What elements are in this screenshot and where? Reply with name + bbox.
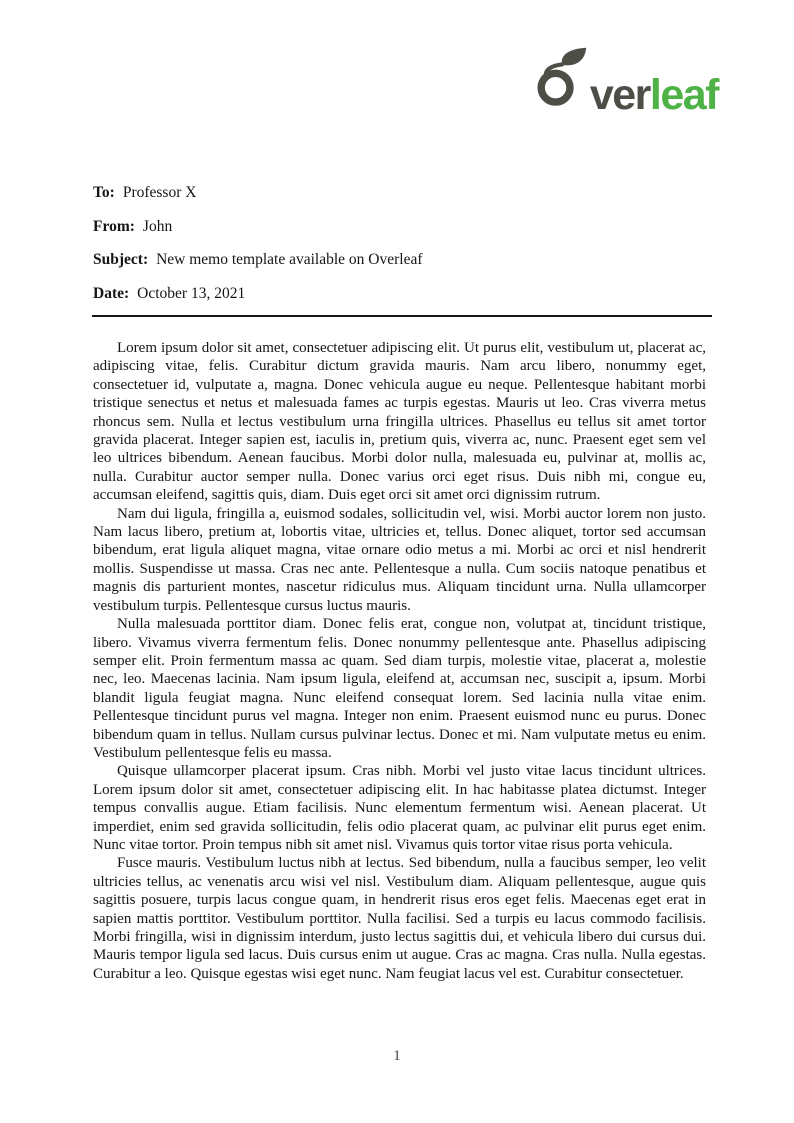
from-value: John — [142, 217, 173, 235]
memo-body — [93, 339, 706, 983]
divider-rule — [92, 315, 712, 317]
paragraph-2: Nam dui ligula, fringilla a, euismod sodales, sollicitudin vel, wisi. Morbi auctor lorem non justo. Nam lacus libero, pretium at, lobortis vitae, ultricies et, tellus. Donec aliquet, tortor sed accumsan bibendum, erat ligula aliquet magna, vitae ornare odio metus a mi. Morbi ac orci et nisl hendrerit mollis. Suspendisse ut massa. Cras nec ante. Pellentesque a nulla. Cum sociis natoque penatibus et magnis dis parturient montes, nascetur ridiculus mus. Aliquam tincidunt urna. Nulla ullamcorper vestibulum turpis. Pellentesque cursus luctus mauris. — [93, 505, 706, 614]
subject-value: New memo template available on Overleaf — [156, 251, 423, 268]
date-label: Date: — [93, 284, 130, 302]
logo-text-over: ver — [589, 71, 650, 119]
memo-header — [93, 184, 423, 318]
field-row-from — [93, 218, 423, 237]
date-value: October 13, 2021 — [137, 284, 246, 302]
from-label: From: — [93, 217, 135, 235]
field-row-subject — [93, 251, 423, 270]
paragraph-4: Quisque ullamcorper placerat ipsum. Cras nibh. Morbi vel justo vitae lacus tincidunt ultrices. Lorem ipsum dolor sit amet, consectetuer adipiscing elit. In hac habitasse platea dictumst. Integer tempus convallis augue. Etiam facilisis. Nunc elementum fermentum wisi. Aenean placerat. Ut imperdiet, enim sed gravida sollicitudin, felis odio placerat quam, ac pulvinar elit purus eget enim. Nunc vitae tortor. Proin tempus nibh sit amet nisl. Vivamus quis tortor vitae risus porta vehicula. — [93, 763, 706, 853]
paragraph-5: Fusce mauris. Vestibulum luctus nibh at lectus. Sed bibendum, nulla a faucibus semper, leo velit ultricies tellus, ac venenatis arcu wisi vel nisl. Vestibulum diam. Aliquam pellentesque, augue quis sagittis posuere, turpis lacus congue quam, in hendrerit risus eros eget felis. Maecenas eget erat in sapien mattis porttitor. Vestibulum porttitor. Nulla facilisi. Sed a turpis eu lacus commodo facilisis. Morbi fringilla, wisi in dignissim interdum, justo lectus sagittis dui, et vehicula libero dui cursus dui. Mauris tempor ligula sed lacus. Duis cursus enim ut augue. Cras ac magna. Cras nulla. Nulla egestas. Curabitur a leo. Quisque egestas wisi eget nunc. Nam feugiat lacus vel est. Curabitur consectetuer. — [93, 855, 706, 982]
to-label: To: — [93, 184, 115, 201]
paragraph-1: Lorem ipsum dolor sit amet, consectetuer adipiscing elit. Ut purus elit, vestibulum ut, placerat ac, adipiscing vitae, felis. Curabitur dictum gravida mauris. Nam arcu libero, nonummy eget, consectetuer id, vulputate a, magna. Donec vehicula augue eu neque. Pellentesque habitant morbi tristique senectus et netus et malesuada fames ac turpis egestas. Mauris ut leo. Cras viverra metus rhoncus sem. Nulla et lectus vestibulum urna fringilla ultrices. Phasellus eu tellus sit amet tortor gravida placerat. Integer sapien est, iaculis in, pretium quis, viverra ac, nunc. Praesent eget sem vel leo ultrices bibendum. Aenean faucibus. Morbi dolor nulla, malesuada eu, pulvinar at, mollis ac, nulla. Curabitur auctor semper nulla. Donec varius orci eget risus. Duis nibh mi, congue eu, accumsan eleifend, sagittis quis, diam. Duis eget orci sit amet orci dignissim rutrum. — [93, 340, 706, 504]
overleaf-o-leaf-icon — [537, 45, 589, 109]
field-row-to — [93, 184, 423, 203]
paragraph-3: Nulla malesuada porttitor diam. Donec felis erat, congue non, volutpat at, tincidunt tristique, libero. Vivamus viverra fermentum felis. Donec nonummy pellentesque ante. Phasellus adipiscing semper elit. Proin fermentum massa ac quam. Sed diam turpis, molestie vitae, placerat a, molestie nec, leo. Maecenas lacinia. Nam ipsum ligula, eleifend at, accumsan nec, suscipit a, ipsum. Morbi blandit ligula feugiat magna. Nunc eleifend consequat lorem. Sed lacinia nulla vitae enim. Pellentesque tincidunt purus vel magna. Integer non enim. Praesent euismod nunc eu purus. Donec bibendum quam in tellus. Nullam cursus pulvinar lectus. Donec et mi. Nam vulputate metus eu enim. Vestibulum pellentesque felis eu massa. — [93, 616, 706, 761]
logo-text-leaf: leaf — [649, 71, 718, 119]
overleaf-logo — [537, 45, 718, 117]
field-row-date — [93, 285, 423, 304]
page-number: 1 — [393, 1048, 401, 1064]
to-value: Professor X — [122, 184, 197, 201]
subject-label: Subject: — [93, 251, 149, 268]
